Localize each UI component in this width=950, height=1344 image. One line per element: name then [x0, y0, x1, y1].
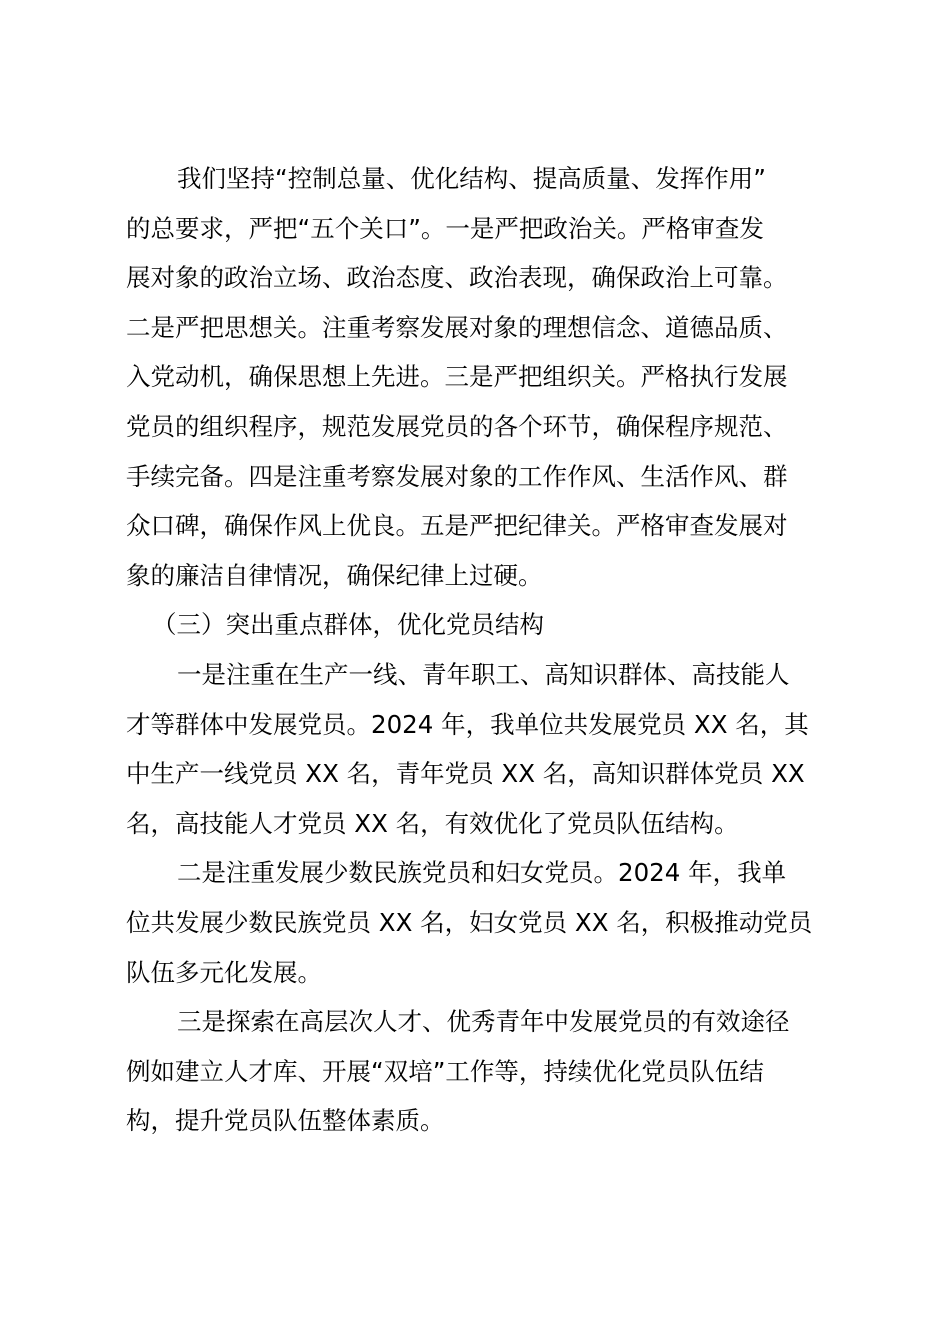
- text-line: 例如建立人才库、开展“双培”工作等，持续优化党员队伍结: [126, 1056, 764, 1086]
- paragraph-key-groups: [126, 650, 836, 848]
- paragraph-party-development-checks: [126, 154, 836, 600]
- section-heading-3: [126, 600, 836, 650]
- document-body: [126, 154, 836, 1146]
- text-line: 象的廉洁自律情况，确保纪律上过硬。: [126, 560, 543, 590]
- text-line: 队伍多元化发展。: [126, 957, 322, 987]
- paragraph-minority-women: [126, 848, 836, 997]
- text-line: 才等群体中发展党员。2024 年，我单位共发展党员 XX 名，其: [126, 709, 809, 739]
- text-line: 二是注重发展少数民族党员和妇女党员。2024 年，我单: [177, 858, 787, 888]
- text-line: 位共发展少数民族党员 XX 名，妇女党员 XX 名，积极推动党员: [126, 907, 813, 937]
- paragraph-high-level-talent: [126, 997, 836, 1146]
- text-line: 我们坚持“控制总量、优化结构、提高质量、发挥作用”: [177, 164, 766, 193]
- text-line: 的总要求，严把“五个关口”。一是严把政治关。严格审查发: [126, 213, 764, 243]
- text-line: 展对象的政治立场、政治态度、政治表现，确保政治上可靠。: [126, 263, 788, 293]
- section-heading-text: （三）突出重点群体，优化党员结构: [152, 610, 544, 640]
- text-line: 一是注重在生产一线、青年职工、高知识群体、高技能人: [177, 659, 790, 689]
- text-line: 三是探索在高层次人才、优秀青年中发展党员的有效途径: [177, 1007, 790, 1037]
- text-line: 名，高技能人才党员 XX 名，有效优化了党员队伍结构。: [126, 808, 739, 838]
- text-line: 众口碑，确保作风上优良。五是严把纪律关。严格审查发展对: [126, 511, 788, 541]
- text-line: 党员的组织程序，规范发展党员的各个环节，确保程序规范、: [126, 411, 788, 441]
- text-line: 手续完备。四是注重考察发展对象的工作作风、生活作风、群: [126, 461, 788, 491]
- text-line: 二是严把思想关。注重考察发展对象的理想信念、道德品质、: [126, 312, 788, 342]
- text-line: 入党动机，确保思想上先进。三是严把组织关。严格执行发展: [126, 362, 788, 392]
- text-line: 中生产一线党员 XX 名，青年党员 XX 名，高知识群体党员 XX: [126, 759, 805, 789]
- text-line: 构，提升党员队伍整体素质。: [126, 1106, 445, 1136]
